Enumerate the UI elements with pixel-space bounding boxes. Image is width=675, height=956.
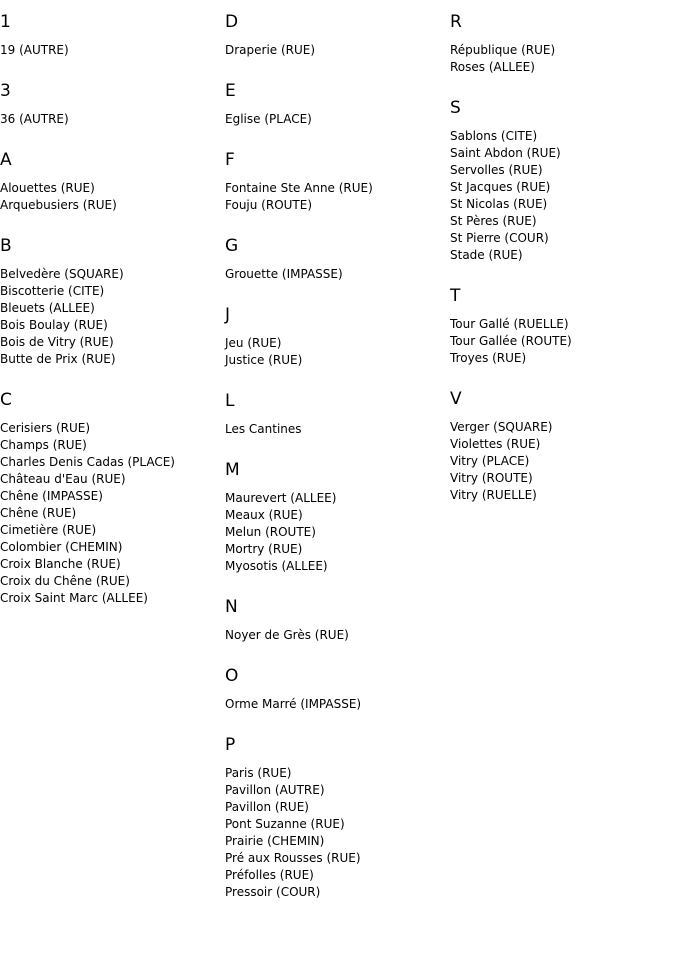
street-list bbox=[225, 111, 450, 128]
street-link[interactable]: Croix Blanche (RUE) bbox=[0, 557, 121, 571]
letter-group bbox=[225, 666, 450, 713]
letter-heading: 1 bbox=[0, 12, 11, 32]
letter-heading: N bbox=[225, 597, 238, 617]
letter-group bbox=[450, 389, 675, 504]
street-list bbox=[450, 128, 675, 264]
street-link[interactable]: Biscotterie (CITE) bbox=[0, 284, 105, 298]
letter-group bbox=[0, 236, 225, 368]
letter-heading: L bbox=[225, 391, 235, 411]
street-link[interactable]: Arquebusiers (RUE) bbox=[0, 198, 117, 212]
street-link[interactable]: Chêne (RUE) bbox=[0, 506, 77, 520]
street-link[interactable]: Vitry (PLACE) bbox=[450, 454, 530, 468]
street-link[interactable]: St Pères (RUE) bbox=[450, 214, 537, 228]
letter-heading: C bbox=[0, 390, 12, 410]
street-list bbox=[225, 42, 450, 59]
street-link[interactable]: Pré aux Rousses (RUE) bbox=[225, 851, 361, 865]
letter-group bbox=[225, 150, 450, 214]
letter-heading: G bbox=[225, 236, 239, 256]
street-link[interactable]: Pavillon (RUE) bbox=[225, 800, 309, 814]
letter-heading: P bbox=[225, 735, 236, 755]
street-link[interactable]: Servolles (RUE) bbox=[450, 163, 543, 177]
street-link[interactable]: Chêne (IMPASSE) bbox=[0, 489, 103, 503]
letter-heading: E bbox=[225, 81, 236, 101]
street-link[interactable]: Tour Gallé (RUELLE) bbox=[450, 317, 569, 331]
letter-group bbox=[0, 81, 225, 128]
street-link[interactable]: Pont Suzanne (RUE) bbox=[225, 817, 345, 831]
street-link[interactable]: Myosotis (ALLEE) bbox=[225, 559, 328, 573]
street-link[interactable]: St Pierre (COUR) bbox=[450, 231, 549, 245]
letter-group bbox=[225, 460, 450, 575]
street-link[interactable]: Croix du Chêne (RUE) bbox=[0, 574, 130, 588]
street-link[interactable]: Vitry (ROUTE) bbox=[450, 471, 533, 485]
street-list bbox=[0, 180, 225, 214]
street-link[interactable]: St Jacques (RUE) bbox=[450, 180, 551, 194]
letter-group bbox=[0, 12, 225, 59]
street-link[interactable]: Orme Marré (IMPASSE) bbox=[225, 697, 362, 711]
street-link[interactable]: 36 (AUTRE) bbox=[0, 112, 69, 126]
street-link[interactable]: Château d'Eau (RUE) bbox=[0, 472, 126, 486]
street-link[interactable]: Tour Gallée (ROUTE) bbox=[450, 334, 572, 348]
street-link[interactable]: Melun (ROUTE) bbox=[225, 525, 316, 539]
letter-group bbox=[450, 286, 675, 367]
street-link[interactable]: Pressoir (COUR) bbox=[225, 885, 321, 899]
street-link[interactable]: Colombier (CHEMIN) bbox=[0, 540, 123, 554]
street-list bbox=[225, 335, 450, 369]
street-link[interactable]: Verger (SQUARE) bbox=[450, 420, 553, 434]
street-link[interactable]: Justice (RUE) bbox=[225, 353, 303, 367]
index-column-2 bbox=[225, 0, 450, 901]
street-list bbox=[225, 490, 450, 575]
street-link[interactable]: St Nicolas (RUE) bbox=[450, 197, 548, 211]
letter-group bbox=[0, 390, 225, 607]
street-list bbox=[225, 421, 450, 438]
street-list bbox=[225, 765, 450, 901]
street-link[interactable]: Belvedère (SQUARE) bbox=[0, 267, 124, 281]
street-link[interactable]: Meaux (RUE) bbox=[225, 508, 303, 522]
street-link[interactable]: Sablons (CITE) bbox=[450, 129, 538, 143]
letter-heading: V bbox=[450, 389, 462, 409]
street-link[interactable]: Saint Abdon (RUE) bbox=[450, 146, 561, 160]
street-link[interactable]: Violettes (RUE) bbox=[450, 437, 541, 451]
street-link[interactable]: République (RUE) bbox=[450, 43, 556, 57]
letter-heading: S bbox=[450, 98, 461, 118]
street-link[interactable]: Paris (RUE) bbox=[225, 766, 292, 780]
street-list bbox=[0, 420, 225, 607]
street-link[interactable]: Noyer de Grès (RUE) bbox=[225, 628, 349, 642]
street-link[interactable]: Maurevert (ALLEE) bbox=[225, 491, 337, 505]
letter-heading: J bbox=[225, 305, 231, 325]
street-list bbox=[225, 180, 450, 214]
index-column-1 bbox=[0, 0, 225, 607]
street-link[interactable]: Pavillon (AUTRE) bbox=[225, 783, 325, 797]
street-link[interactable]: Bois Boulay (RUE) bbox=[0, 318, 108, 332]
street-link[interactable]: Champs (RUE) bbox=[0, 438, 87, 452]
letter-heading: O bbox=[225, 666, 239, 686]
street-list bbox=[0, 266, 225, 368]
street-link[interactable]: Roses (ALLEE) bbox=[450, 60, 535, 74]
street-link[interactable]: Bleuets (ALLEE) bbox=[0, 301, 95, 315]
street-link[interactable]: Cimetière (RUE) bbox=[0, 523, 97, 537]
street-list bbox=[450, 419, 675, 504]
street-link[interactable]: Troyes (RUE) bbox=[450, 351, 527, 365]
letter-group bbox=[225, 305, 450, 369]
letter-group bbox=[450, 12, 675, 76]
letter-heading: B bbox=[0, 236, 12, 256]
street-list bbox=[0, 111, 225, 128]
street-list bbox=[225, 627, 450, 644]
street-list bbox=[0, 42, 225, 59]
street-link[interactable]: Cerisiers (RUE) bbox=[0, 421, 91, 435]
street-link[interactable]: Fontaine Ste Anne (RUE) bbox=[225, 181, 373, 195]
street-link[interactable]: Croix Saint Marc (ALLEE) bbox=[0, 591, 148, 605]
index-column-3 bbox=[450, 0, 675, 504]
street-link[interactable]: Butte de Prix (RUE) bbox=[0, 352, 116, 366]
letter-group bbox=[0, 150, 225, 214]
street-link[interactable]: Préfolles (RUE) bbox=[225, 868, 314, 882]
street-list bbox=[450, 316, 675, 367]
street-link[interactable]: Prairie (CHEMIN) bbox=[225, 834, 325, 848]
street-link[interactable]: Bois de Vitry (RUE) bbox=[0, 335, 114, 349]
street-link[interactable]: Charles Denis Cadas (PLACE) bbox=[0, 455, 175, 469]
street-list bbox=[225, 696, 450, 713]
letter-group bbox=[225, 597, 450, 644]
street-link[interactable]: Les Cantines bbox=[225, 422, 302, 436]
street-link[interactable]: Vitry (RUELLE) bbox=[450, 488, 537, 502]
street-list bbox=[450, 42, 675, 76]
street-link[interactable]: Jeu (RUE) bbox=[225, 336, 282, 350]
street-list bbox=[225, 266, 450, 283]
letter-heading: 3 bbox=[0, 81, 11, 101]
letter-heading: D bbox=[225, 12, 239, 32]
street-link[interactable]: Mortry (RUE) bbox=[225, 542, 303, 556]
street-link[interactable]: Fouju (ROUTE) bbox=[225, 198, 313, 212]
letter-group bbox=[225, 236, 450, 283]
letter-heading: T bbox=[450, 286, 461, 306]
letter-heading: M bbox=[225, 460, 240, 480]
letter-heading: A bbox=[0, 150, 12, 170]
street-link[interactable]: Grouette (IMPASSE) bbox=[225, 267, 343, 281]
letter-group bbox=[225, 391, 450, 438]
letter-group bbox=[225, 81, 450, 128]
letter-group bbox=[225, 12, 450, 59]
letter-group bbox=[450, 98, 675, 264]
street-link[interactable]: Eglise (PLACE) bbox=[225, 112, 312, 126]
letter-group bbox=[225, 735, 450, 901]
street-link[interactable]: 19 (AUTRE) bbox=[0, 43, 69, 57]
street-link[interactable]: Stade (RUE) bbox=[450, 248, 523, 262]
letter-heading: F bbox=[225, 150, 235, 170]
street-link[interactable]: Draperie (RUE) bbox=[225, 43, 316, 57]
letter-heading: R bbox=[450, 12, 462, 32]
street-link[interactable]: Alouettes (RUE) bbox=[0, 181, 95, 195]
